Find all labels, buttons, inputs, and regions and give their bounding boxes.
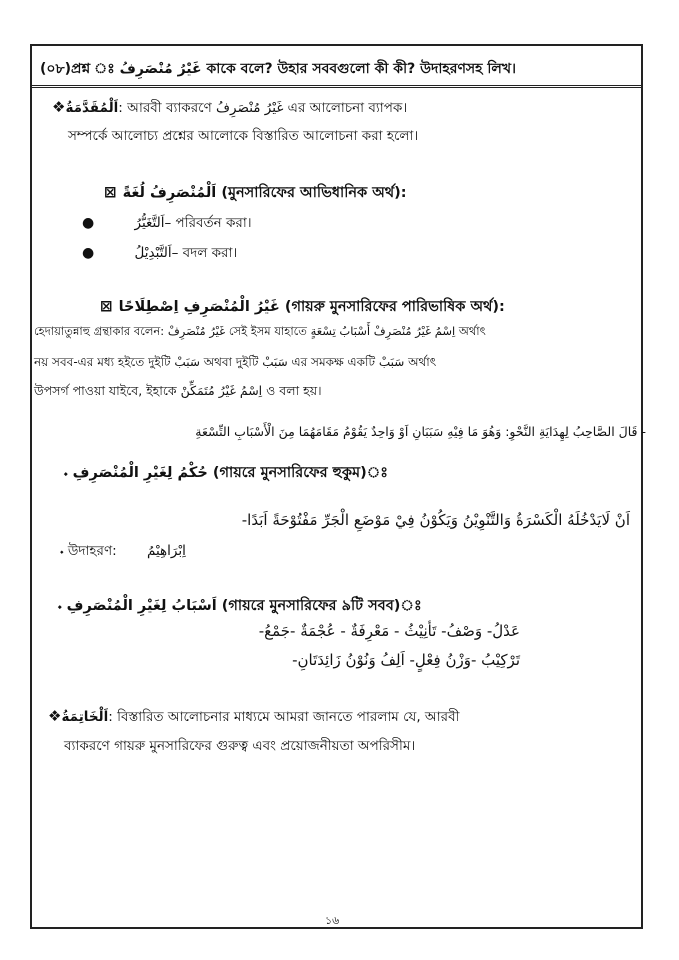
ruling-example-label: উদাহরণ: — [67, 543, 117, 559]
technical-line-1: হেদায়াতুন্নাহু গ্রন্থাকার বলেন: غَيْرُ مُنْصَرِفْ সেই ইসম যাহাতে اِسْمُ غَيْرُ مُنْصَرِفْ أَسْبَابُ تِسْعَةٍ অর্থাৎ — [34, 324, 486, 338]
lexical-heading — [104, 182, 407, 206]
ruling-example-word: اِبْرَاهِيْمُ — [146, 543, 186, 559]
causes-line-2: تَرْكِيْبُ -وَزْنُ فِعْلٍ- اَلِفُ وَنُوْنُ زَائِدَتَانِ- — [292, 651, 520, 669]
lexical-item-1-ar: اَلتَّغَيُّرُ — [134, 215, 165, 231]
technical-quote: - قَالَ الصَّاحِبُ لِهِدَايَةِ النَّحْوِ: وَهُوَ مَا فِيْهِ سَبَبَانِ اَوْ وَاحِدٌ يَقُوْمُ مَقَامَهُمَا مِنَ الْأَسْبَابِ التِّسْعَةِ — [195, 424, 646, 439]
bullet-icon: ● — [82, 245, 95, 261]
ruling-heading-bn: (গায়রে মুনসারিফের হুকুম)ঃ — [212, 465, 389, 481]
lexical-item-1-bn: – পরিবর্তন করা। — [164, 215, 252, 231]
ruling-text: اَنْ لَايَدْخُلَهُ الْكَسْرَةُ وَالتَّنْوِيْنُ وَيَكُوْنُ فِيْ مَوْضَعِ الْجَرِّ مَفْتُوْحَةً اَبَدًا- — [241, 511, 630, 529]
conclusion-line-1 — [48, 706, 459, 729]
small-diamond-icon: ⬩ — [58, 602, 62, 613]
technical-heading — [100, 296, 505, 320]
technical-heading-ar: غَيْرُ الْمُنْصَرِفِ اِصْطِلَاحًا — [118, 299, 280, 315]
lexical-item-1 — [82, 212, 252, 235]
small-diamond-icon: ⬩ — [64, 469, 68, 480]
checkbox-icon: ⊠ — [100, 297, 113, 315]
conclusion-text-1: : বিস্তারিত আলোচনার মাধ্যমে আমরা জানতে পারলাম যে, আরবী — [108, 709, 460, 725]
causes-line-1: عَدْلُ- وَصْفُ- تَأنِيْثُ - مَعْرِفَةٌ - عُجْمَةٌ -جَمْعُ- — [258, 622, 520, 640]
technical-line-2: নয় সবব-এর মধ্য হইতে দুইটি سَبَبْ অথবা দুইটি سَبَبْ এর সমকক্ষ একটি سَبَبْ অর্থাৎ — [34, 355, 437, 369]
diamond-icon: ❖ — [48, 707, 62, 725]
checkbox-icon: ⊠ — [104, 183, 117, 201]
intro-line-2: সম্পর্কে আলোচ্য প্রশ্নের আলোকে বিস্তারিত আলোচনা করা হলো। — [68, 128, 419, 144]
intro-line-1 — [52, 97, 407, 120]
ruling-heading-ar: حُكْمُ لِغَيْرِ الْمُنْصَرِفِ — [72, 465, 208, 481]
intro-label: اَلْمُقَدَّمَةُ — [65, 100, 119, 116]
causes-heading-bn: (গায়রে মুনসারিফের ৯টি সবব)ঃ — [221, 598, 422, 614]
intro-text-1: : আরবী ব্যাকরণে غَيْرُ مُنْصَرِفُ এর আলোচনা ব্যাপক। — [118, 100, 408, 116]
bullet-icon: ● — [82, 215, 95, 231]
page-frame — [30, 44, 643, 929]
technical-heading-bn: (গায়রু মুনসারিফের পারিভাষিক অর্থ): — [284, 299, 505, 315]
page-number: ১৬ — [325, 914, 340, 927]
question-title: (০৮)প্রশ্ন ঃ غَيْرُ مُنْصَرِفُ কাকে বলে? উহার সববগুলো কী কী? উদাহরণসহ লিখ। — [40, 61, 517, 77]
lexical-heading-bn: (মুনসারিফের আভিধানিক অর্থ): — [221, 185, 407, 201]
causes-heading-ar: اَسْبَابُ لِغَيْرِ الْمُنْصَرِفِ — [66, 598, 217, 614]
technical-line-3: উপসর্গ পাওয়া যাইবে, ইহাকে اِسْمُ غَيْرُ مُتَمَكِّنْ ও বলা হয়। — [34, 383, 322, 398]
small-diamond-icon: ⬩ — [60, 547, 64, 558]
causes-heading — [58, 595, 422, 619]
lexical-item-2-ar: اَلتَّبْدِيْلُ — [134, 245, 172, 261]
conclusion-label: اَلْخَاتِمَةُ — [61, 709, 109, 725]
conclusion-line-2: ব্যাকরণে গায়রু মুনসারিফের গুরুত্ব এবং প্রয়োজনীয়তা অপরিসীম। — [64, 738, 416, 754]
diamond-icon: ❖ — [52, 98, 66, 116]
lexical-item-2-bn: – বদল করা। — [171, 245, 238, 261]
lexical-item-2 — [82, 242, 237, 265]
ruling-heading — [64, 462, 388, 486]
ruling-example — [60, 540, 186, 563]
lexical-heading-ar: اَلْمُنْصَرِفُ لُغَةً — [122, 185, 217, 201]
